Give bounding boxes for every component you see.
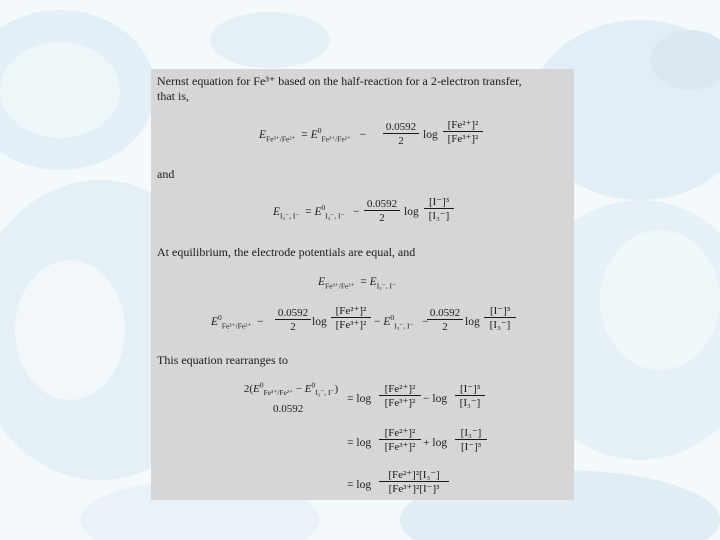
eq4-coefficient-2: $\frac{0.0592}{2}$ (427, 307, 463, 333)
eq4-term-b: − $E^0_{I_3^-, I^-}$ − (374, 313, 429, 331)
rearranges-text: This equation rearranges to (157, 353, 288, 367)
equilibrium-equation: $E_{Fe^{3+}/Fe^{2+}} = E_{I_3^-, I^-}$ (318, 276, 396, 291)
eq5-row2-equals: = log (347, 437, 372, 449)
document-page (151, 69, 574, 500)
eq5-row2-ratio-2: $\frac{\text{[I₃⁻]}}{\text{[I⁻]³}}$ (455, 427, 487, 453)
intro-line-2: that is, (157, 89, 189, 103)
eq5-row1-minus-log: − log (423, 393, 448, 405)
eq1-log: log (423, 129, 438, 141)
eq5-row3-ratio: $\frac{\text{[Fe²⁺]²[I₃⁻]}}{\text{[Fe³⁺]²[I⁻]³}}$ (379, 469, 449, 495)
eq5-row1-equals: = log (347, 393, 372, 405)
eq2-log: log (404, 206, 419, 218)
eq4-ratio-2: $\frac{\text{[I⁻]³}}{\text{[I₃⁻]}}$ (484, 305, 516, 331)
and-text: and (157, 167, 175, 181)
eq1-ratio: $\frac{\text{[Fe²⁺]²}}{\text{[Fe³⁺]²}}$ (443, 119, 483, 145)
eq4-coefficient-1: $\frac{0.0592}{2}$ (275, 307, 311, 333)
eq5-row1-ratio-1: $\frac{\text{[Fe²⁺]²}}{\text{[Fe³⁺]²}}$ (379, 383, 421, 409)
equilibrium-text: At equilibrium, the electrode potentials are equal, and (157, 245, 416, 259)
eq2-coefficient: $\frac{0.0592}{2}$ (364, 198, 400, 224)
eq4-log-2: log (465, 316, 480, 328)
eq5-lhs: $2(E^0_{Fe^{3+}/Fe^{2+}} - E^0_{I_3^-, I^-})$ 0.0592 (243, 380, 339, 415)
eq5-row2-plus-log: + log (423, 437, 448, 449)
eq1-coefficient: $\frac{0.0592}{2}$ (383, 121, 419, 147)
eq5-row1-ratio-2: $\frac{\text{[I⁻]³}}{\text{[I₃⁻]}}$ (455, 383, 485, 409)
eq4-log-1: log (312, 316, 327, 328)
eq1-lhs: $E_{Fe^{3+}/Fe^{2+}} = E^0_{Fe^{3+}/Fe^{2+}}$ − (259, 126, 367, 144)
eq4-term-a: $E^0_{Fe^{3+}/Fe^{2+}}$ − (211, 313, 264, 331)
eq5-row3-equals: = log (347, 479, 372, 491)
eq5-row2-ratio-1: $\frac{\text{[Fe²⁺]²}}{\text{[Fe³⁺]²}}$ (379, 427, 421, 453)
eq4-ratio-1: $\frac{\text{[Fe²⁺]²}}{\text{[Fe³⁺]²}}$ (331, 305, 371, 331)
intro-line-1: Nernst equation for Fe³⁺ based on the half-reaction for a 2-electron transfer, (157, 74, 522, 88)
eq2-lhs: $E_{I_3^-, I^-} = E^0_{I_3^-, I^-}$ − (273, 203, 360, 221)
eq2-ratio: $\frac{\text{[I⁻]³}}{\text{[I₃⁻]}}$ (424, 196, 454, 222)
